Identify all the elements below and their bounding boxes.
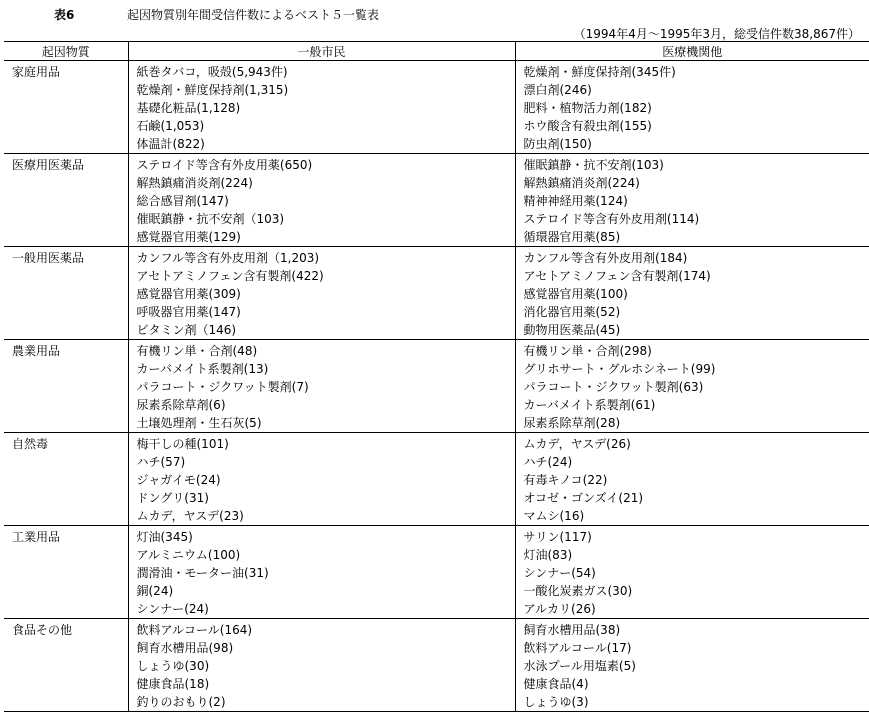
ranked-item: ステロイド等含有外皮用薬(650) — [137, 156, 515, 174]
ranked-item: 漂白剤(246) — [524, 81, 869, 99]
ranked-item: 解熱鎮痛消炎剤(224) — [137, 174, 515, 192]
table-row — [4, 526, 869, 619]
general-public-cell — [128, 340, 515, 433]
header-substance: 起因物質 — [4, 42, 128, 61]
ranked-item: 潤滑油・モーター油(31) — [137, 564, 515, 582]
ranked-item: カンフル等含有外皮用剤(184) — [524, 249, 869, 267]
ranked-item: 体温計(822) — [137, 135, 515, 153]
header-general-public: 一般市民 — [128, 42, 515, 61]
ranked-item: アルミニウム(100) — [137, 546, 515, 564]
ranked-item: ムカデ，ヤスデ(26) — [524, 435, 869, 453]
medical-cell — [515, 340, 869, 433]
ranked-item: 乾燥剤・鮮度保持剤(345件) — [524, 63, 869, 81]
header-medical: 医療機関他 — [515, 42, 869, 61]
ranked-item: シンナー(24) — [137, 600, 515, 618]
ranked-item: カーバメイト系製剤(13) — [137, 360, 515, 378]
ranked-item: 灯油(83) — [524, 546, 869, 564]
table-row — [4, 247, 869, 340]
ranked-item: 精神神経用薬(124) — [524, 192, 869, 210]
ranked-item: ハチ(24) — [524, 453, 869, 471]
medical-cell — [515, 154, 869, 247]
period-note: （1994年4月～1995年3月，総受信件数38,867件） — [574, 25, 860, 42]
category-label: 家庭用品 — [12, 63, 128, 81]
table-row — [4, 433, 869, 526]
ranked-item: 飼育水槽用品(98) — [137, 639, 515, 657]
ranked-item: ジャガイモ(24) — [137, 471, 515, 489]
ranked-item: 感覚器官用薬(100) — [524, 285, 869, 303]
ranked-item: 基礎化粧品(1,128) — [137, 99, 515, 117]
ranked-item: オコゼ・ゴンズイ(21) — [524, 489, 869, 507]
ranked-item: カンフル等含有外皮用剤（1,203) — [137, 249, 515, 267]
general-public-cell — [128, 154, 515, 247]
medical-cell — [515, 526, 869, 619]
ranked-item: カーバメイト系製剤(61) — [524, 396, 869, 414]
general-public-cell — [128, 247, 515, 340]
ranked-item: 感覚器官用薬(309) — [137, 285, 515, 303]
ranked-item: パラコート・ジクワット製剤(7) — [137, 378, 515, 396]
medical-cell — [515, 619, 869, 712]
table-title: 起因物質別年間受信件数によるベスト５一覧表 — [127, 6, 379, 23]
table-row — [4, 61, 869, 154]
category-cell — [4, 619, 128, 712]
category-label: 自然毒 — [12, 435, 128, 453]
general-public-cell — [128, 61, 515, 154]
category-cell — [4, 340, 128, 433]
ranked-item: 防虫剤(150) — [524, 135, 869, 153]
medical-cell — [515, 247, 869, 340]
table-caption — [54, 6, 74, 22]
ranked-item: パラコート・ジクワット製剤(63) — [524, 378, 869, 396]
table-row — [4, 154, 869, 247]
category-cell — [4, 247, 128, 340]
ranked-item: 感覚器官用薬(129) — [137, 228, 515, 246]
ranked-item: ハチ(57) — [137, 453, 515, 471]
ranked-item: 水泳プール用塩素(5) — [524, 657, 869, 675]
category-label: 工業用品 — [12, 528, 128, 546]
table-body — [4, 61, 869, 712]
ranked-item: 銅(24) — [137, 582, 515, 600]
ranked-item: 一酸化炭素ガス(30) — [524, 582, 869, 600]
category-label: 医療用医薬品 — [12, 156, 128, 174]
ranked-item: 動物用医薬品(45) — [524, 321, 869, 339]
ranked-item: ドングリ(31) — [137, 489, 515, 507]
ranked-item: 有機リン単・合剤(298) — [524, 342, 869, 360]
ranked-item: 釣りのおもり(2) — [137, 693, 515, 711]
ranked-item: 石鹸(1,053) — [137, 117, 515, 135]
header-row — [4, 42, 869, 61]
ranked-item: 有機リン単・合剤(48) — [137, 342, 515, 360]
ranking-table — [4, 41, 869, 712]
ranked-item: 紙巻タバコ，吸殻(5,943件) — [137, 63, 515, 81]
ranked-item: 健康食品(4) — [524, 675, 869, 693]
ranked-item: 土壌処理剤・生石灰(5) — [137, 414, 515, 432]
ranked-item: ビタミン剤（146) — [137, 321, 515, 339]
ranked-item: 乾燥剤・鮮度保持剤(1,315) — [137, 81, 515, 99]
medical-cell — [515, 61, 869, 154]
ranked-item: しょうゆ(3) — [524, 693, 869, 711]
ranked-item: 循環器官用薬(85) — [524, 228, 869, 246]
ranked-item: 消化器官用薬(52) — [524, 303, 869, 321]
ranked-item: アルカリ(26) — [524, 600, 869, 618]
ranked-item: しょうゆ(30) — [137, 657, 515, 675]
ranked-item: 飼育水槽用品(38) — [524, 621, 869, 639]
ranked-item: ステロイド等含有外皮用剤(114) — [524, 210, 869, 228]
category-cell — [4, 433, 128, 526]
ranked-item: ムカデ，ヤスデ(23) — [137, 507, 515, 525]
category-cell — [4, 61, 128, 154]
table-number: 表6 — [54, 8, 74, 22]
ranked-item: ホウ酸含有殺虫剤(155) — [524, 117, 869, 135]
ranked-item: アセトアミノフェン含有製剤(174) — [524, 267, 869, 285]
ranked-item: 灯油(345) — [137, 528, 515, 546]
ranked-item: 呼吸器官用薬(147) — [137, 303, 515, 321]
category-label: 一般用医薬品 — [12, 249, 128, 267]
ranked-item: 催眠鎮静・抗不安剤（103) — [137, 210, 515, 228]
ranked-item: 肥料・植物活力剤(182) — [524, 99, 869, 117]
ranked-item: アセトアミノフェン含有製剤(422) — [137, 267, 515, 285]
category-label: 食品その他 — [12, 621, 128, 639]
general-public-cell — [128, 619, 515, 712]
ranked-item: 梅干しの種(101) — [137, 435, 515, 453]
ranked-item: グリホサート・グルホシネート(99) — [524, 360, 869, 378]
ranked-item: サリン(117) — [524, 528, 869, 546]
general-public-cell — [128, 526, 515, 619]
table-row — [4, 340, 869, 433]
ranked-item: シンナー(54) — [524, 564, 869, 582]
ranked-item: 催眠鎮静・抗不安剤(103) — [524, 156, 869, 174]
category-cell — [4, 154, 128, 247]
category-cell — [4, 526, 128, 619]
ranked-item: 有毒キノコ(22) — [524, 471, 869, 489]
ranked-item: 飲料アルコール(17) — [524, 639, 869, 657]
ranked-item: 尿素系除草剤(6) — [137, 396, 515, 414]
ranked-item: 総合感冒剤(147) — [137, 192, 515, 210]
ranked-item: 飲料アルコール(164) — [137, 621, 515, 639]
category-label: 農業用品 — [12, 342, 128, 360]
medical-cell — [515, 433, 869, 526]
ranked-item: 解熱鎮痛消炎剤(224) — [524, 174, 869, 192]
ranked-item: 尿素系除草剤(28) — [524, 414, 869, 432]
ranked-item: マムシ(16) — [524, 507, 869, 525]
table-row — [4, 619, 869, 712]
general-public-cell — [128, 433, 515, 526]
ranked-item: 健康食品(18) — [137, 675, 515, 693]
